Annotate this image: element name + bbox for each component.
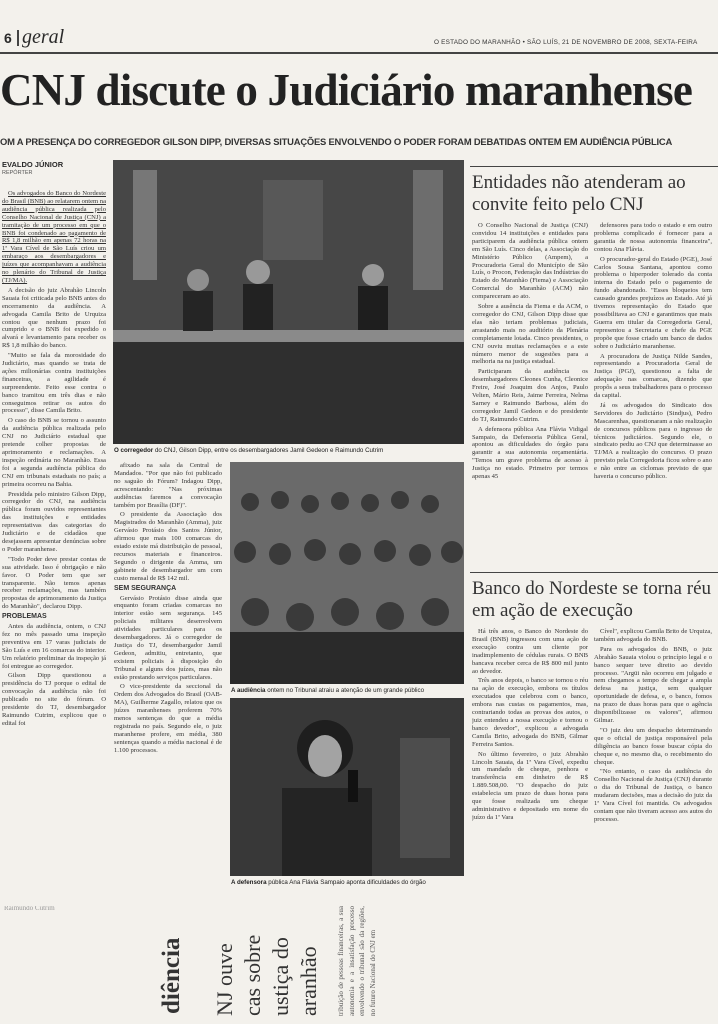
paragraph: "Muito se fala da morosidade do Judiciário, mas quando se trata de ações milionárias contra instituições financeiras, a agilidade é surpreendente. Feito esse contra o banco tramitou em três dias e não conseguimos retirar os autos do processo", disse Camila Brito. <box>2 352 106 415</box>
bottom-fragment-4: ustiça do <box>268 937 293 1016</box>
main-article-column-2 <box>114 462 222 904</box>
bottom-fragment-3: cas sobre <box>240 934 265 1016</box>
caption-text: ontem no Tribunal atraiu a atenção de um grande público <box>267 687 425 694</box>
photo-audiencia <box>230 462 464 684</box>
page-header <box>0 28 718 54</box>
bottom-fragment-2: NJ ouve <box>212 943 237 1016</box>
side-article-2-column-2 <box>594 628 712 878</box>
photo-corregedor-image <box>113 160 464 444</box>
header-rule <box>0 52 718 54</box>
paragraph: A procuradora de Justiça Nilde Sandes, representando a Procuradoria Geral de Justiça (PGJ), questionou a falta de adequação nas comarcas, dizendo que propôs a seus trabalhadores para o processo da capital. <box>594 352 712 400</box>
section-separator <box>17 30 19 46</box>
side-article-1-headline: Entidades não atenderam ao convite feito pelo CNJ <box>472 172 686 215</box>
paragraph: Três anos depois, o banco se tornou o réu na ação de execução, embora os títulos executados que celebrou com o banco, embora nas custas os pagamentos, mas, contrariando todas as provas dos autos, o juiz entendeu a nossa execução e tornou o banco devedor", explicou a advogada Camila Brito, advogada do BNB, Gilmar Ferreira Santos. <box>472 677 588 748</box>
paragraph: "O juiz deu um despacho determinando que o oficial de justiça responsável pela diligência ao banco fosse buscar cópia do cheque e, no mesmo dia, o recebimento do cheque. <box>594 726 712 766</box>
paragraph: O vice-presidente da seccional da Ordem dos Advogados do Brasil (OAB-MA), Guilherme Zagallo, relatou que os juízes maranhenses proferem 70% menos sentenças do que a média registrada no país. Segundo ele, o juiz maranhense profere, em média, 380 sentenças quando a média nacional é de 1.100 processos. <box>114 683 222 754</box>
paragraph: Participaram da audiência os desembargadores Cleones Cunha, Cleonice Freire, José Joaquim dos Anjos, Paulo Velten, Mário Reis, Jaime Ferreira, Nelma Sarney e Raimundo Barbosa, além do corregedor Jamil Gedeon e do presidente do TJ, Raimundo Cutrim. <box>472 368 588 423</box>
photo-corregedor <box>113 160 464 444</box>
side-article-1-column-1 <box>472 222 588 556</box>
paragraph: Os advogados do Banco do Nordeste do Brasil (BNB) ao relatarem ontem na audiência pública realizada pelo Conselho Nacional de Justiça (CNJ) a tramitação de um processo em que o BNB foi condenado ao pagamento de R$ 1,8 milhão em apenas 72 horas na 1ª Vara Cível de São Luís criou um embaraço aos desembargadores e juízes que acompanhavam a audiência no plenário do Tribunal de Justiça (TJ/MA). <box>2 190 106 284</box>
section-name: geral <box>22 26 65 48</box>
problems-heading: PROBLEMAS <box>2 613 47 621</box>
main-subheadline: OM A PRESENÇA DO CORREGEDOR GILSON DIPP, DIVERSAS SITUAÇÕES ENVOLVENDO O PODER FORAM DEBATIDAS ONTEM EM AUDIÊNCIA PÚBLICA <box>0 136 673 147</box>
bottom-cut-text: Raimundo Cutrim <box>4 906 55 912</box>
paragraph: Presidida pelo ministro Gilson Dipp, corregedor do CNJ, na audiência pública foram ouvidos representantes das instituições e entidades representativas das categorias do Judiciário e de cidadãos que desejassem apresentar denúncias sobre o Poder maranhense. <box>2 490 106 553</box>
paragraph: "No entanto, o caso da audiência do Conselho Nacional de Justiça (CNJ) durante o dia do Tribunal de Justiça, o banco mudaram decisões, mas a decisão do juiz da 1ª Vara Cível foi mantida. Os advogados contam que não tiveram acesso aos autos do processo. <box>594 768 712 823</box>
paragraph: Já os advogados do Sindicato dos Servidores do Judiciário (Sindjus), Pedro Mascarenhas, questionaram a não realização de concursos públicos para o ingresso de técnicos judiciários. Segundo ele, o sindicato pediu ao CNJ que determinasse ao TJ/MA a realização do concurso. O prazo previsto pela Corregedoria ficou sobre o ano e não entre as ciclomas previsto de que haveria o concurso público. <box>594 401 712 481</box>
paragraph: Gervásio Protásio disse ainda que enquanto foram criadas comarcas no interior estão sem segurança. 145 policiais militares desenvolvem atividades particulares para os desembargadores. Já o corregedor de Justiça do TJ, desembargador Jamil Gedeon, admitiu, entretanto, que existem policiais à disposição do Tribunal e alguns dos juízes, mas não estão prestando serviços particulares. <box>114 594 222 681</box>
bottom-fragment-5: aranhão <box>296 946 321 1016</box>
main-article-column-1 <box>2 190 106 902</box>
page-number: 6 <box>4 30 12 46</box>
photo-audiencia-caption <box>231 687 466 695</box>
paragraph: Há três anos, o Banco do Nordeste do Brasil (BNB) ingressou com uma ação de execução contra um cliente por inadimplemento de cédulas rurais. O BNB bancava receber cerca de R$ 800 mil junto ao devedor. <box>472 628 588 675</box>
side-rule-middle <box>470 572 718 573</box>
bottom-fragment-1: diência <box>158 937 185 1014</box>
caption-lead: A defensora <box>231 879 267 886</box>
paragraph: Cível", explicou Camila Brito de Urquiza, também advogada do BNB. <box>594 628 712 643</box>
photo-corregedor-caption <box>114 447 466 455</box>
caption-text: do CNJ, Gilson Dipp, entre os desembargadores Jamil Gedeon e Raimundo Cutrim <box>154 447 384 454</box>
photo-audiencia-image <box>230 462 464 684</box>
side-rule-top <box>470 166 718 167</box>
paragraph: "Todo Poder deve prestar contas de sua atividade. Isso é obrigação e não favor. O Poder tem que ser transparente. Não temos apenas receber reclamações, mas também propostas de aprimoramento da Justiça do Maranhão", declarou Dipp. <box>2 555 106 611</box>
paragraph: Antes da audiência, ontem, o CNJ fez no mês passado uma inspeção preventiva em 17 varas judiciais de São Luís e em 16 comarcas do interior. Um relatório preliminar da inspeção já foi entregue ao corregedor. <box>2 623 106 670</box>
side-article-2-headline: Banco do Nordeste se torna réu em ação de execução <box>472 578 712 621</box>
photo-defensora-image <box>230 698 464 876</box>
paragraph: O Conselho Nacional de Justiça (CNJ) convidou 14 instituições e entidades para participarem da audiência pública ontem em São Luís. Cinco delas, a Associação do Ministério Público (Ampem), a Procuradoria Geral do Município de São Luís, o Procon, Federação das Indústrias do Estado do Maranhão (Fiema) e Associação Comercial do Maranhão (ACM) não compareceram ao ato. <box>472 222 588 301</box>
photo-defensora-caption <box>231 879 466 887</box>
main-headline: CNJ discute o Judiciário maranhense <box>0 65 693 115</box>
paragraph: No último fevereiro, o juiz Abrahão Lincoln Sauaia, da 1ª Vara Cível, expediu um mandado de cheque, penhora e transferência em dinheiro de R$ 1.889.508,00. "O despacho do juiz estabelecia um prazo de duas horas para que fosse realizada um cheque administrativo e depositado em nome do juízo da 1ª Vara <box>472 750 588 821</box>
bottom-fragment-text: tribuição de pessoas financeiras, a sua autonomia e a insatisfação processo envolvendo o tribunal são da regiões, no futuro Nacional do CNJ em <box>337 906 377 1016</box>
side-article-1-column-2 <box>594 222 712 556</box>
paragraph: afixado na sala da Central de Mandados. "Por que não foi publicado no saguão do Fórum? Indagou Dipp, acrescentando: "Nas próximas audiências faremos a convocação também por Brasília (DF)". <box>114 462 222 509</box>
paragraph: O procurador-geral do Estado (PGE), José Carlos Sousa Santana, apontou como problema o hiperpoder tolerado da conta interna do Estado pelo o pagamento de fundo abandonado. "Esses bloqueios tem causado grandes prejuízos ao Estado. Até já tivemos representação do Estado que possibilitava ao CNJ e garantimos que mais Guerra em titular da Corregedoria Geral, representou a Secretaria e chefe da PGE propõe que fosse criado um banco de dados sobre o Judiciário maranhense. <box>594 255 712 350</box>
paragraph: A defensora pública Ana Flávia Vidigal Sampaio, da Defensoria Pública Geral, apontou as dificuldades do órgão para garantir a sua autonomia orçamentária. "Temos um grave problema de acesso à Justiça no estado. Primeiro por termos apenas 45 <box>472 425 588 481</box>
caption-lead: O corregedor <box>114 447 154 454</box>
newspaper-info: O ESTADO DO MARANHÃO • SÃO LUÍS, 21 DE NOVEMBRO DE 2008, SEXTA-FEIRA <box>434 39 698 46</box>
side-article-2-column-1 <box>472 628 588 878</box>
paragraph: A decisão do juiz Abrahão Lincoln Sauaia foi criticada pelo BNB antes do encerramento da audiência. A advogada Camila Brito de Urquiza contou que nenhum prazo foi cumprido e o BNB foi expedido o alvará e levantamento para receber os R$ 1,8 milhão do banco. <box>2 286 106 350</box>
bottom-strip <box>0 906 718 1024</box>
photo-defensora <box>230 698 464 876</box>
security-heading: SEM SEGURANÇA <box>114 584 177 592</box>
author-role: REPÓRTER <box>2 170 33 176</box>
paragraph: Para os advogados do BNB, o juiz Abrahão Sauaia violou o princípio legal e o banco sequer teve direito ao devido processo. "Argüi não ocorreu em julgado e nem chegamos a tempo de chegar a ampla defesa na justiça, sem qualquer oportunidade de defesa, e, o banco, fomos na prazo de duas horas para que o agência disponibilizasse os valores", afirmou Gilmar. <box>594 645 712 724</box>
author-name: EVALDO JÚNIOR <box>2 160 64 169</box>
paragraph: Gilson Dipp questionou a presidência do TJ porque o edital de convocação da audiência não foi publicado no site do fórum. O presidente do TJ, desembargador Raimundo Cutrim, explicou que o edital foi <box>2 672 106 727</box>
paragraph: O presidente da Associação dos Magistrados do Maranhão (Amma), juiz Gervásio Protásio dos Santos Júnior, afirmou que mais 100 comarcas do estado existe má distribuição de pessoal, recursos materiais e financeiros. Segundo o dirigente da Amma, um gabinete de desembargador um com custo mensal de R$ 142 mil. <box>114 511 222 582</box>
caption-text: pública Ana Flávia Sampaio aponta dificuldades do órgão <box>268 879 426 886</box>
paragraph: Sobre a ausência da Fiema e da ACM, o corregedor do CNJ, Gilson Dipp disse que elas não teriam problemas judiciais, arrastando mais no auditório da Plenária completamente lotada. Cinco presidentes, o CNJ ouviu muitas reclamações e a este número menor de sugestões para a melhoria na na justiça estadual. <box>472 303 588 366</box>
caption-lead: A audiência <box>231 687 266 694</box>
paragraph: defensores para todo o estado e em outro problema complicado é fornecer para a garantia de nossa autonomia financeira", contou Ana Flávia. <box>594 222 712 253</box>
paragraph: O caso do BNB se tornou o assunto da audiência pública realizada pelo CNJ no Judiciário estadual que pretende colher propostas de aprimoramento e reclamações. A inspeção ordinária no Maranhão. Essa foi a segunda audiência pública do CNJ em tribunais estaduais no país; a primeira ocorreu na Bahia. <box>2 417 106 488</box>
